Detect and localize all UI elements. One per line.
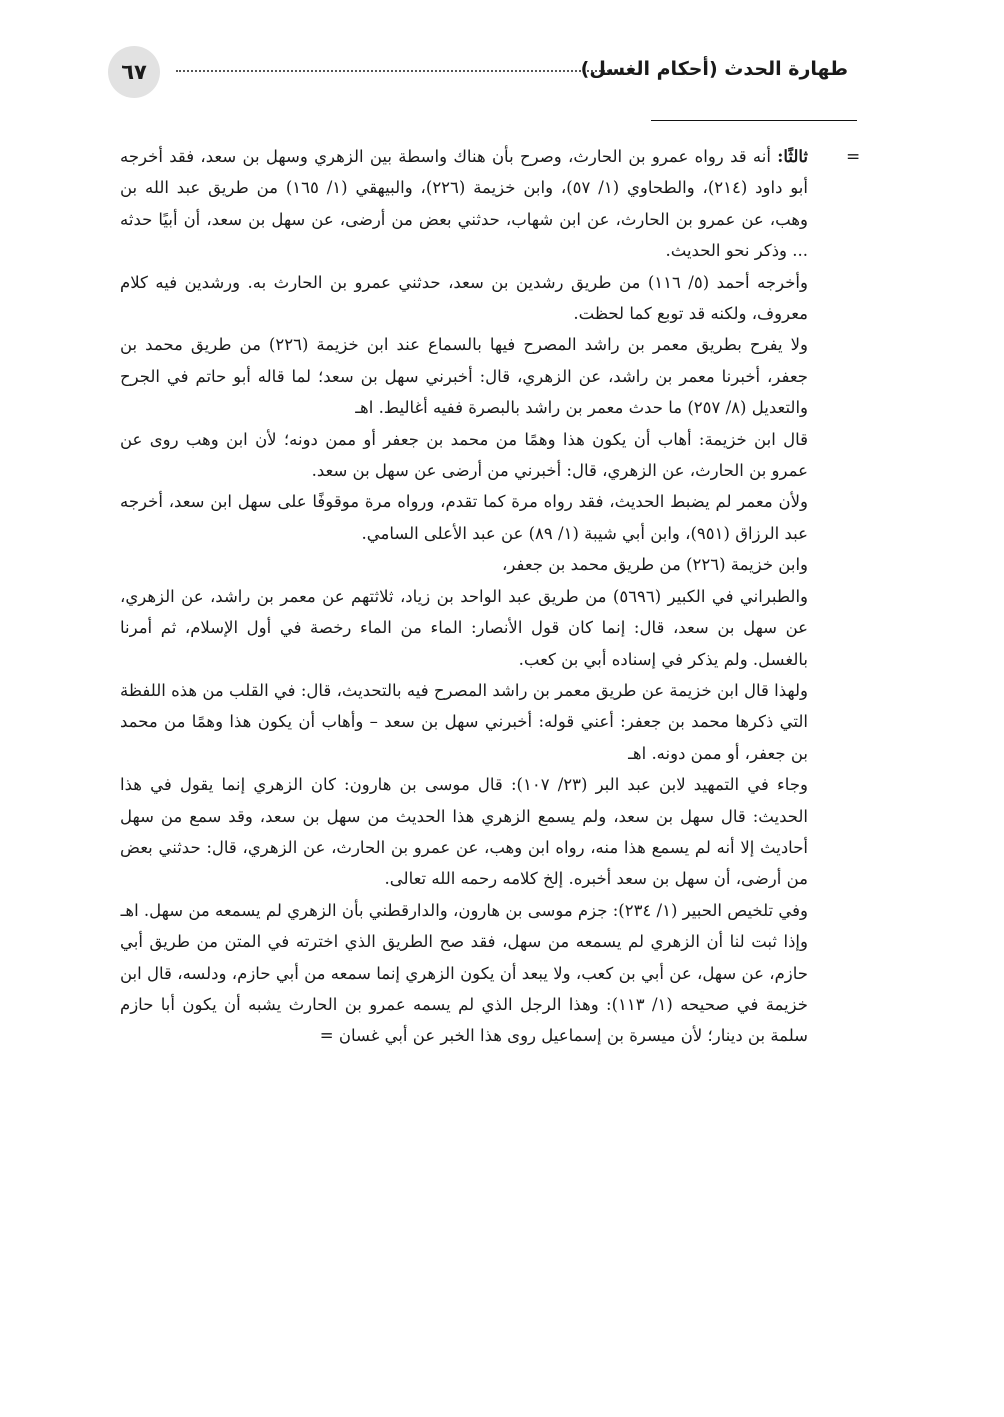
footnote-paragraph: ولهذا قال ابن خزيمة عن طريق معمر بن راشد المصرح فيه بالتحديث، قال: في القلب من هذه اللفظة التي ذكرها محمد بن جعفر: أعني قوله: أخبرني سهل بن سعد – وأهاب أن يكون هذا وهمًا من محمد بن جعفر، أو ممن دونه. اهـ [120,680,808,763]
footnote-separator-rule [651,120,857,121]
footnote-paragraph: ولأن معمر لم يضبط الحديث، فقد رواه مرة كما تقدم، ورواه مرة موقوفًا على سهل ابن سعد، أخرجه عبد الرزاق (٩٥١)، وابن أبي شيبة (١/ ٨٩) عن عبد الأعلى السامي. [120,492,808,543]
footnote-paragraph: وجاء في التمهيد لابن عبد البر (٢٣/ ١٠٧): قال موسى بن هارون: كان الزهري إنما يقول في هذا الحديث: قال سهل بن سعد، ولم يسمع الزهري هذا الحديث من سهل بن سعد، وقد سمع من سهل أحاديث إلا أنه لم يسمع هذا منه، رواه ابن وهب، عن عمرو بن الحارث، عن الزهري، قال: حدثني بعض من أرضى، أن سهل بن سعد أخبره. إلخ كلامه رحمه الله تعالى. [120,775,808,889]
page-header [108,44,848,100]
page-number-badge [108,46,160,98]
dotted-leader [176,70,612,72]
footnote-paragraph: وفي تلخيص الحبير (١/ ٢٣٤): جزم موسى بن هارون، والدارقطني بأن الزهري لم يسمعه من سهل. اهـ [120,900,808,920]
footnote-paragraph: وابن خزيمة (٢٢٦) من طريق محمد بن جعفر، [502,555,808,575]
footnote-paragraph: وأخرجه أحمد (٥/ ١١٦) من طريق رشدين بن سعد، حدثني عمرو بن الحارث به. ورشدين فيه كلام معروف، ولكنه قد توبع كما لحظت. [120,272,808,324]
footnote-body [120,141,808,1052]
footnote-paragraph: والطبراني في الكبير (٥٦٩٦) من طريق عبد الواحد بن زياد، ثلاثتهم عن معمر بن راشد، عن الزهري، عن سهل بن سعد، قال: إنما كان قول الأنصار: الماء من الماء رخصة في أول الإسلام، ثم أمرنا بالغسل. ولم يذكر في إسناده أبي بن كعب. [120,586,808,669]
continuation-mark: = [846,147,861,167]
footnote-paragraph: قال ابن خزيمة: أهاب أن يكون هذا وهمًا من محمد بن جعفر أو ممن دونه؛ لأن ابن وهب روى عن عمرو بن الحارث، عن الزهري، قال: أخبرني من أرضى عن سهل بن سعد. [120,429,808,481]
footnote-paragraph: ثالثًا: أنه قد رواه عمرو بن الحارث، وصرح بأن هناك واسطة بين الزهري وسهل بن سعد، فقد أخرجه أبو داود (٢١٤)، والطحاوي (١/ ٥٧)، وابن خزيمة (٢٢٦)، والبيهقي (١/ ١٦٥) من طريق عبد الله بن وهب، عن عمرو بن الحارث، عن ابن شهاب، حدثني بعض من أرضى، عن سهل بن سعد، أن أبيًا حدثه ... وذكر نحو الحديث. [120,147,808,261]
footnote-paragraph: وإذا ثبت لنا أن الزهري لم يسمعه من سهل، فقد صح الطريق الذي اخترته في المتن من طريق أبي حازم، عن سهل، عن أبي بن كعب، ولا يبعد أن يكون الزهري إنما سمعه من أبي حازم، ودلسه، قال ابن خزيمة في صحيحه (١/ ١١٣): وهذا الرجل الذي لم يسمه عمرو بن الحارث يشبه أن يكون أبا حازم سلمة بن دينار؛ لأن ميسرة بن إسماعيل روى هذا الخبر عن أبي غسان = [120,932,808,1046]
footnote-lead: ثالثًا: [777,147,808,166]
footnote-paragraph: ولا يفرح بطريق معمر بن راشد المصرح فيها بالسماع عند ابن خزيمة (٢٢٦) من طريق محمد بن جعفر، أخبرنا معمر بن راشد، عن الزهري، قال: أخبرني سهل بن سعد؛ لما قاله أبو حاتم في الجرح والتعديل (٨/ ٢٥٧) ما حدث معمر بن راشد بالبصرة ففيه أغاليط. اهـ [120,335,808,418]
page-number: ٦٧ [121,60,147,84]
running-title: طهارة الحدث (أحكام الغسل) [580,58,848,80]
